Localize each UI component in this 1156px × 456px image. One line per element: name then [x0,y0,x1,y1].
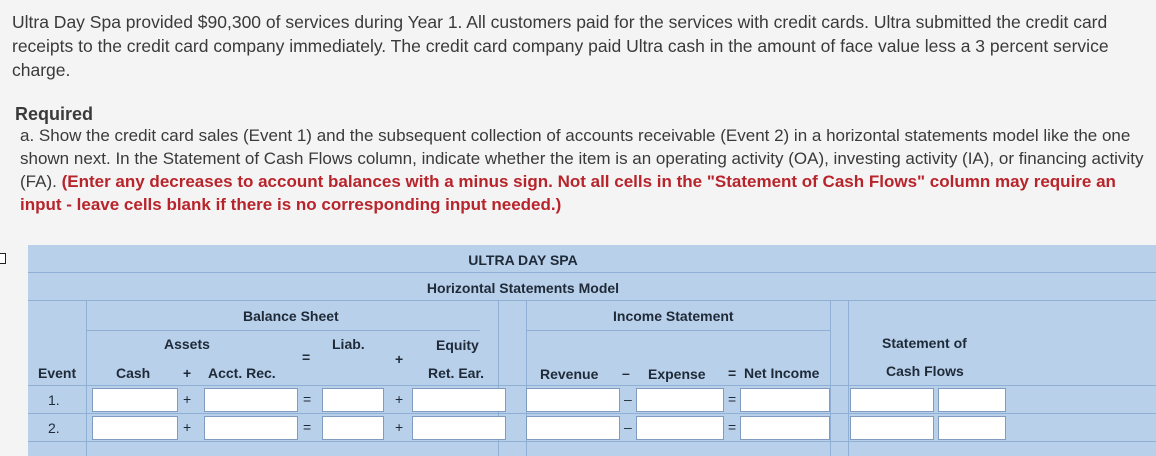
equals-sign: = [303,419,312,435]
revenue-header: Revenue [540,366,599,382]
equals-sign: = [303,391,312,407]
minus-sign: – [624,419,632,435]
grid-line [848,300,849,456]
plus-sign: + [395,351,404,367]
cash-input[interactable] [92,388,178,412]
model-title: Horizontal Statements Model [426,280,620,296]
grid-line [526,330,830,331]
instruction-warning: (Enter any decreases to account balances with a minus sign. Not all cells in the "Statement of Cash Flows" column may require an input - leave cells blank if there is no corresponding input needed.) [20,172,1116,214]
equals-sign: = [728,365,737,381]
grid-line [28,385,1156,386]
equity-header: Equity [436,337,479,353]
grid-line [28,272,1156,273]
net-income-input[interactable] [740,416,830,440]
grid-line [28,413,1156,414]
liab-input[interactable] [322,416,384,440]
event-label: 1. [48,392,60,408]
plus-sign: + [183,365,192,381]
cash-flow-activity-select[interactable] [938,416,1006,440]
income-statement-header: Income Statement [613,308,734,324]
grid-line [86,300,87,456]
minus-sign: – [624,391,632,407]
event-label: 2. [48,420,60,436]
equals-sign: = [302,349,311,365]
grid-line [830,300,831,456]
grid-line [28,441,1156,442]
expense-input[interactable] [636,416,724,440]
cash-flow-activity-select[interactable] [938,388,1006,412]
equals-sign: = [728,419,737,435]
cash-flows-header: Cash Flows [886,363,964,379]
problem-statement: Ultra Day Spa provided $90,300 of services during Year 1. All customers paid for the services with credit cards. Ultra submitted the credit card receipts to the credit card company immediately. The credit card company paid Ultra cash in the amount of face value less a 3 percent service charge. [12,12,1109,80]
assets-header: Assets [164,336,210,352]
revenue-input[interactable] [526,388,620,412]
expense-input[interactable] [636,388,724,412]
net-income-header: Net Income [744,365,820,381]
ret-ear-header: Ret. Ear. [428,365,485,381]
net-income-input[interactable] [740,388,830,412]
event-header: Event [38,365,77,381]
plus-sign: + [395,419,404,435]
cash-flow-amount-input[interactable] [850,416,934,440]
instructions [20,124,1156,216]
plus-sign: + [183,419,192,435]
horizontal-statements-table [28,245,1156,456]
cash-input[interactable] [92,416,178,440]
acct-rec-input[interactable] [204,388,298,412]
ret-ear-input[interactable] [412,416,506,440]
required-heading: Required [15,104,94,124]
grid-line [86,330,480,331]
instruction-text: a. Show the credit card sales (Event 1) and the subsequent collection of accounts receivable (Event 2) in a horizontal statements model like the one shown next. In the Statement of Cash Flows column, indicate whether the item is an operating activity (OA), investing activity (IA), or financing activity (FA). [20,126,1144,191]
expense-header: Expense [648,366,706,382]
panel-edge-marker [0,253,6,264]
balance-sheet-header: Balance Sheet [243,308,339,324]
revenue-input[interactable] [526,416,620,440]
minus-sign: – [622,365,630,381]
liab-input[interactable] [322,388,384,412]
statement-of-header: Statement of [882,335,967,351]
acct-rec-header: Acct. Rec. [208,365,276,381]
acct-rec-input[interactable] [204,416,298,440]
liab-header: Liab. [332,336,365,352]
ret-ear-input[interactable] [412,388,506,412]
cash-flow-amount-input[interactable] [850,388,934,412]
company-title: ULTRA DAY SPA [468,252,578,268]
plus-sign: + [395,391,404,407]
grid-line [28,300,1156,301]
plus-sign: + [183,391,192,407]
cash-header: Cash [116,365,151,381]
equals-sign: = [728,391,737,407]
